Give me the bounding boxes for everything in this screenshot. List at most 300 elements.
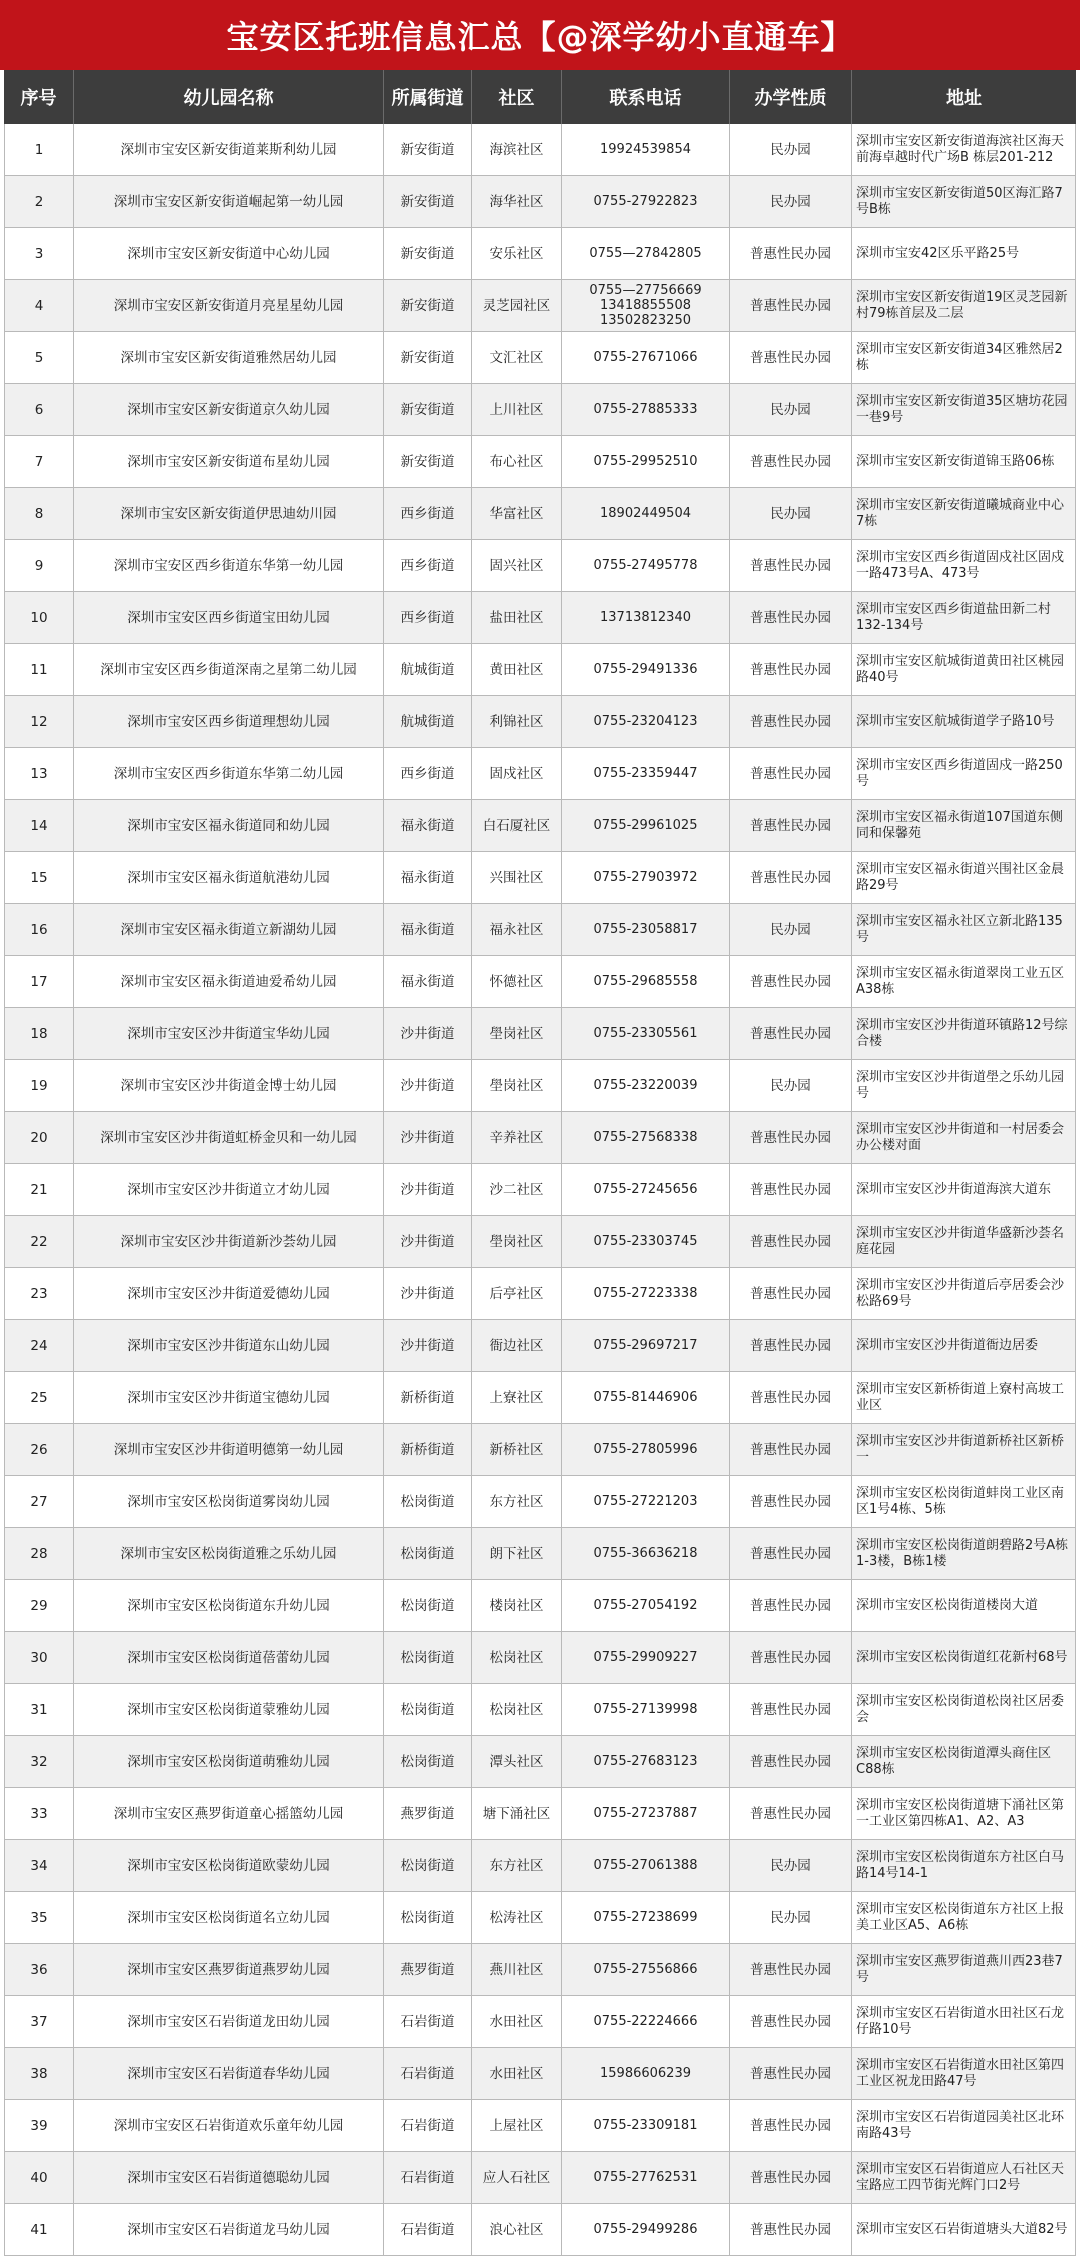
cell-address: 深圳市宝安区西乡街道固戍一路250号 [852, 748, 1076, 799]
cell-community: 后亭社区 [472, 1268, 562, 1319]
cell-phone: 0755-27556866 [562, 1944, 730, 1995]
cell-community: 福永社区 [472, 904, 562, 955]
cell-phone: 0755-29491336 [562, 644, 730, 695]
cell-index: 20 [4, 1112, 74, 1163]
cell-street: 福永街道 [384, 852, 472, 903]
cell-phone: 0755-81446906 [562, 1372, 730, 1423]
cell-community: 应人石社区 [472, 2152, 562, 2203]
cell-type: 普惠性民办园 [730, 332, 852, 383]
cell-index: 28 [4, 1528, 74, 1579]
cell-phone: 0755-27885333 [562, 384, 730, 435]
cell-address: 深圳市宝安区新安街道35区塘坊花园一巷9号 [852, 384, 1076, 435]
cell-index: 13 [4, 748, 74, 799]
cell-community: 上寮社区 [472, 1372, 562, 1423]
cell-street: 西乡街道 [384, 748, 472, 799]
cell-phone: 0755-27237887 [562, 1788, 730, 1839]
table-row [4, 280, 1076, 332]
column-header-phone: 联系电话 [562, 70, 730, 124]
cell-address: 深圳市宝安区福永街道107国道东侧同和保馨苑 [852, 800, 1076, 851]
cell-index: 8 [4, 488, 74, 539]
cell-street: 西乡街道 [384, 592, 472, 643]
cell-index: 23 [4, 1268, 74, 1319]
cell-index: 25 [4, 1372, 74, 1423]
cell-phone: 0755-27139998 [562, 1684, 730, 1735]
cell-index: 6 [4, 384, 74, 435]
cell-type: 民办园 [730, 904, 852, 955]
cell-phone: 0755-27245656 [562, 1164, 730, 1215]
cell-address: 深圳市宝安区松岗街道潭头商住区C88栋 [852, 1736, 1076, 1787]
cell-index: 15 [4, 852, 74, 903]
cell-community: 松涛社区 [472, 1892, 562, 1943]
cell-name: 深圳市宝安区西乡街道深南之星第二幼儿园 [74, 644, 384, 695]
cell-index: 14 [4, 800, 74, 851]
cell-type: 普惠性民办园 [730, 1528, 852, 1579]
table-row [4, 1320, 1076, 1372]
cell-address: 深圳市宝安区沙井街道海滨大道东 [852, 1164, 1076, 1215]
cell-type: 普惠性民办园 [730, 1372, 852, 1423]
table-row [4, 436, 1076, 488]
cell-type: 普惠性民办园 [730, 748, 852, 799]
cell-phone: 0755-27061388 [562, 1840, 730, 1891]
cell-address: 深圳市宝安区沙井街道衙边居委 [852, 1320, 1076, 1371]
cell-community: 华富社区 [472, 488, 562, 539]
cell-name: 深圳市宝安区石岩街道龙马幼儿园 [74, 2204, 384, 2255]
cell-phone: 0755-23204123 [562, 696, 730, 747]
table-row [4, 1372, 1076, 1424]
cell-phone: 0755-27223338 [562, 1268, 730, 1319]
cell-name: 深圳市宝安区福永街道航港幼儿园 [74, 852, 384, 903]
cell-phone: 0755-23309181 [562, 2100, 730, 2151]
cell-index: 12 [4, 696, 74, 747]
cell-community: 水田社区 [472, 1996, 562, 2047]
cell-index: 22 [4, 1216, 74, 1267]
cell-address: 深圳市宝安区沙井街道华盛新沙荟名庭花园 [852, 1216, 1076, 1267]
cell-street: 石岩街道 [384, 1996, 472, 2047]
cell-street: 新桥街道 [384, 1424, 472, 1475]
cell-phone: 0755-23303745 [562, 1216, 730, 1267]
table-row [4, 228, 1076, 280]
table-row [4, 2100, 1076, 2152]
table-row [4, 1008, 1076, 1060]
cell-address: 深圳市宝安区福永社区立新北路135号 [852, 904, 1076, 955]
cell-community: 松岗社区 [472, 1632, 562, 1683]
cell-phone: 0755-29499286 [562, 2204, 730, 2255]
cell-type: 普惠性民办园 [730, 1580, 852, 1631]
cell-community: 文汇社区 [472, 332, 562, 383]
cell-street: 松岗街道 [384, 1476, 472, 1527]
cell-phone: 0755-29952510 [562, 436, 730, 487]
cell-street: 新安街道 [384, 176, 472, 227]
cell-index: 37 [4, 1996, 74, 2047]
cell-index: 35 [4, 1892, 74, 1943]
cell-name: 深圳市宝安区松岗街道雅之乐幼儿园 [74, 1528, 384, 1579]
table-row [4, 1476, 1076, 1528]
cell-name: 深圳市宝安区沙井街道东山幼儿园 [74, 1320, 384, 1371]
table-row [4, 1164, 1076, 1216]
cell-community: 固兴社区 [472, 540, 562, 591]
cell-name: 深圳市宝安区松岗街道蓓蕾幼儿园 [74, 1632, 384, 1683]
cell-address: 深圳市宝安区松岗街道塘下涌社区第一工业区第四栋A1、A2、A3 [852, 1788, 1076, 1839]
cell-name: 深圳市宝安区西乡街道东华第二幼儿园 [74, 748, 384, 799]
cell-community: 沙二社区 [472, 1164, 562, 1215]
cell-type: 普惠性民办园 [730, 228, 852, 279]
cell-phone: 0755-27683123 [562, 1736, 730, 1787]
cell-street: 航城街道 [384, 644, 472, 695]
cell-type: 民办园 [730, 1840, 852, 1891]
cell-community: 东方社区 [472, 1840, 562, 1891]
cell-street: 新安街道 [384, 124, 472, 175]
table-row [4, 332, 1076, 384]
cell-community: 水田社区 [472, 2048, 562, 2099]
cell-community: 壆岗社区 [472, 1216, 562, 1267]
cell-community: 衙边社区 [472, 1320, 562, 1371]
cell-street: 新安街道 [384, 280, 472, 331]
cell-address: 深圳市宝安区沙井街道后亭居委会沙松路69号 [852, 1268, 1076, 1319]
cell-name: 深圳市宝安区燕罗街道童心摇篮幼儿园 [74, 1788, 384, 1839]
cell-type: 民办园 [730, 488, 852, 539]
cell-phone: 0755-27495778 [562, 540, 730, 591]
cell-name: 深圳市宝安区沙井街道立才幼儿园 [74, 1164, 384, 1215]
cell-phone: 0755-22224666 [562, 1996, 730, 2047]
cell-phone: 0755-29909227 [562, 1632, 730, 1683]
column-header-name: 幼儿园名称 [74, 70, 384, 124]
table-row [4, 1060, 1076, 1112]
cell-name: 深圳市宝安区新安街道布星幼儿园 [74, 436, 384, 487]
page-title: 宝安区托班信息汇总【@深学幼小直通车】 [0, 0, 1080, 70]
cell-street: 石岩街道 [384, 2152, 472, 2203]
cell-phone: 0755-27922823 [562, 176, 730, 227]
cell-street: 燕罗街道 [384, 1944, 472, 1995]
cell-address: 深圳市宝安区石岩街道应人石社区天宝路应工四节街光辉门口2号 [852, 2152, 1076, 2203]
cell-type: 普惠性民办园 [730, 800, 852, 851]
cell-phone: 0755-23220039 [562, 1060, 730, 1111]
cell-type: 普惠性民办园 [730, 1164, 852, 1215]
cell-type: 民办园 [730, 384, 852, 435]
cell-type: 普惠性民办园 [730, 1632, 852, 1683]
cell-index: 30 [4, 1632, 74, 1683]
cell-community: 固戍社区 [472, 748, 562, 799]
cell-address: 深圳市宝安区松岗街道朗碧路2号A栋1-3楼，B栋1楼 [852, 1528, 1076, 1579]
cell-phone: 0755-36636218 [562, 1528, 730, 1579]
cell-street: 西乡街道 [384, 488, 472, 539]
cell-address: 深圳市宝安区石岩街道水田社区第四工业区祝龙田路47号 [852, 2048, 1076, 2099]
cell-index: 3 [4, 228, 74, 279]
cell-street: 新桥街道 [384, 1372, 472, 1423]
cell-type: 普惠性民办园 [730, 1424, 852, 1475]
cell-street: 沙井街道 [384, 1008, 472, 1059]
cell-community: 楼岗社区 [472, 1580, 562, 1631]
table-row [4, 592, 1076, 644]
cell-type: 普惠性民办园 [730, 1320, 852, 1371]
table-row [4, 852, 1076, 904]
cell-name: 深圳市宝安区福永街道迪爱希幼儿园 [74, 956, 384, 1007]
cell-phone: 0755-27762531 [562, 2152, 730, 2203]
cell-address: 深圳市宝安区燕罗街道燕川西23巷7号 [852, 1944, 1076, 1995]
cell-type: 普惠性民办园 [730, 1476, 852, 1527]
cell-name: 深圳市宝安区福永街道立新湖幼儿园 [74, 904, 384, 955]
cell-index: 41 [4, 2204, 74, 2255]
cell-index: 36 [4, 1944, 74, 1995]
cell-name: 深圳市宝安区新安街道雅然居幼儿园 [74, 332, 384, 383]
cell-address: 深圳市宝安区松岗街道松岗社区居委会 [852, 1684, 1076, 1735]
cell-street: 松岗街道 [384, 1632, 472, 1683]
table-row [4, 1996, 1076, 2048]
cell-street: 沙井街道 [384, 1164, 472, 1215]
cell-name: 深圳市宝安区西乡街道东华第一幼儿园 [74, 540, 384, 591]
cell-type: 普惠性民办园 [730, 2204, 852, 2255]
cell-street: 沙井街道 [384, 1216, 472, 1267]
table-row [4, 1632, 1076, 1684]
cell-index: 4 [4, 280, 74, 331]
cell-phone: 0755-27054192 [562, 1580, 730, 1631]
table-header [4, 70, 1076, 124]
cell-community: 兴围社区 [472, 852, 562, 903]
cell-phone: 19924539854 [562, 124, 730, 175]
cell-name: 深圳市宝安区沙井街道宝华幼儿园 [74, 1008, 384, 1059]
cell-type: 普惠性民办园 [730, 436, 852, 487]
cell-index: 26 [4, 1424, 74, 1475]
cell-name: 深圳市宝安区沙井街道爱德幼儿园 [74, 1268, 384, 1319]
table-row [4, 644, 1076, 696]
column-header-type: 办学性质 [730, 70, 852, 124]
cell-name: 深圳市宝安区松岗街道蒙雅幼儿园 [74, 1684, 384, 1735]
table-row [4, 1944, 1076, 1996]
table-row [4, 1892, 1076, 1944]
cell-name: 深圳市宝安区石岩街道欢乐童年幼儿园 [74, 2100, 384, 2151]
cell-address: 深圳市宝安区福永街道兴围社区金晨路29号 [852, 852, 1076, 903]
cell-address: 深圳市宝安区新安街道34区雅然居2栋 [852, 332, 1076, 383]
cell-street: 石岩街道 [384, 2204, 472, 2255]
table-body [4, 124, 1076, 2256]
cell-address: 深圳市宝安区石岩街道园美社区北环南路43号 [852, 2100, 1076, 2151]
cell-address: 深圳市宝安区新安街道海滨社区海天前海卓越时代广场B 栋层201-212 [852, 124, 1076, 175]
cell-street: 松岗街道 [384, 1736, 472, 1787]
cell-name: 深圳市宝安区沙井街道新沙荟幼儿园 [74, 1216, 384, 1267]
table-row [4, 2204, 1076, 2256]
cell-address: 深圳市宝安区航城街道学子路10号 [852, 696, 1076, 747]
table-row [4, 1424, 1076, 1476]
cell-type: 普惠性民办园 [730, 1216, 852, 1267]
cell-address: 深圳市宝安区新安街道19区灵芝园新村79栋首层及二层 [852, 280, 1076, 331]
table-row [4, 488, 1076, 540]
cell-community: 松岗社区 [472, 1684, 562, 1735]
cell-address: 深圳市宝安区沙井街道壆之乐幼儿园号 [852, 1060, 1076, 1111]
cell-index: 1 [4, 124, 74, 175]
table-row [4, 696, 1076, 748]
cell-phone: 0755-29685558 [562, 956, 730, 1007]
cell-type: 普惠性民办园 [730, 696, 852, 747]
cell-street: 沙井街道 [384, 1268, 472, 1319]
cell-name: 深圳市宝安区西乡街道宝田幼儿园 [74, 592, 384, 643]
cell-phone: 0755-27903972 [562, 852, 730, 903]
cell-community: 壆岗社区 [472, 1008, 562, 1059]
table-row [4, 800, 1076, 852]
cell-community: 白石厦社区 [472, 800, 562, 851]
table-row [4, 124, 1076, 176]
cell-street: 西乡街道 [384, 540, 472, 591]
cell-address: 深圳市宝安区松岗街道红花新村68号 [852, 1632, 1076, 1683]
cell-community: 黄田社区 [472, 644, 562, 695]
cell-type: 普惠性民办园 [730, 1112, 852, 1163]
cell-community: 东方社区 [472, 1476, 562, 1527]
cell-street: 沙井街道 [384, 1112, 472, 1163]
cell-index: 40 [4, 2152, 74, 2203]
cell-street: 沙井街道 [384, 1320, 472, 1371]
table-row [4, 904, 1076, 956]
cell-street: 新安街道 [384, 228, 472, 279]
cell-street: 福永街道 [384, 904, 472, 955]
cell-phone: 13713812340 [562, 592, 730, 643]
cell-community: 辛养社区 [472, 1112, 562, 1163]
cell-type: 普惠性民办园 [730, 1008, 852, 1059]
cell-phone: 0755-29961025 [562, 800, 730, 851]
cell-street: 福永街道 [384, 800, 472, 851]
column-header-street: 所属街道 [384, 70, 472, 124]
cell-index: 33 [4, 1788, 74, 1839]
cell-street: 松岗街道 [384, 1528, 472, 1579]
cell-street: 石岩街道 [384, 2048, 472, 2099]
cell-type: 民办园 [730, 1060, 852, 1111]
cell-type: 普惠性民办园 [730, 540, 852, 591]
cell-name: 深圳市宝安区新安街道伊思迪幼川园 [74, 488, 384, 539]
cell-community: 朗下社区 [472, 1528, 562, 1579]
table-row [4, 956, 1076, 1008]
cell-community: 燕川社区 [472, 1944, 562, 1995]
cell-index: 9 [4, 540, 74, 591]
cell-name: 深圳市宝安区沙井街道虹桥金贝和一幼儿园 [74, 1112, 384, 1163]
table-row [4, 748, 1076, 800]
cell-name: 深圳市宝安区新安街道莱斯利幼儿园 [74, 124, 384, 175]
cell-index: 10 [4, 592, 74, 643]
cell-index: 18 [4, 1008, 74, 1059]
cell-name: 深圳市宝安区新安街道中心幼儿园 [74, 228, 384, 279]
cell-address: 深圳市宝安区西乡街道盐田新二村132-134号 [852, 592, 1076, 643]
cell-type: 民办园 [730, 176, 852, 227]
cell-index: 29 [4, 1580, 74, 1631]
cell-community: 塘下涌社区 [472, 1788, 562, 1839]
cell-type: 普惠性民办园 [730, 280, 852, 331]
table-row [4, 384, 1076, 436]
cell-index: 39 [4, 2100, 74, 2151]
cell-phone: 0755-27238699 [562, 1892, 730, 1943]
cell-address: 深圳市宝安区松岗街道东方社区上报美工业区A5、A6栋 [852, 1892, 1076, 1943]
cell-type: 普惠性民办园 [730, 1684, 852, 1735]
column-header-community: 社区 [472, 70, 562, 124]
table-row [4, 2048, 1076, 2100]
cell-community: 利锦社区 [472, 696, 562, 747]
cell-community: 潭头社区 [472, 1736, 562, 1787]
cell-street: 松岗街道 [384, 1684, 472, 1735]
cell-type: 普惠性民办园 [730, 1996, 852, 2047]
cell-address: 深圳市宝安区石岩街道塘头大道82号 [852, 2204, 1076, 2255]
cell-type: 普惠性民办园 [730, 2048, 852, 2099]
cell-community: 上川社区 [472, 384, 562, 435]
cell-type: 普惠性民办园 [730, 1736, 852, 1787]
cell-name: 深圳市宝安区沙井街道金博士幼儿园 [74, 1060, 384, 1111]
cell-index: 5 [4, 332, 74, 383]
cell-name: 深圳市宝安区新安街道京久幼儿园 [74, 384, 384, 435]
cell-type: 普惠性民办园 [730, 2152, 852, 2203]
table-row [4, 1788, 1076, 1840]
cell-community: 怀德社区 [472, 956, 562, 1007]
cell-phone: 0755-27671066 [562, 332, 730, 383]
cell-street: 燕罗街道 [384, 1788, 472, 1839]
cell-phone: 0755—27842805 [562, 228, 730, 279]
cell-address: 深圳市宝安区松岗街道蚌岗工业区南区1号4栋、5栋 [852, 1476, 1076, 1527]
cell-address: 深圳市宝安区福永街道翠岗工业五区A38栋 [852, 956, 1076, 1007]
cell-name: 深圳市宝安区松岗街道名立幼儿园 [74, 1892, 384, 1943]
cell-street: 福永街道 [384, 956, 472, 1007]
cell-phone: 0755—27756669 13418855508 13502823250 [562, 280, 730, 331]
cell-address: 深圳市宝安区新安街道曦城商业中心7栋 [852, 488, 1076, 539]
cell-index: 21 [4, 1164, 74, 1215]
cell-street: 松岗街道 [384, 1840, 472, 1891]
cell-street: 新安街道 [384, 332, 472, 383]
cell-name: 深圳市宝安区新安街道崛起第一幼儿园 [74, 176, 384, 227]
table-row [4, 2152, 1076, 2204]
cell-index: 7 [4, 436, 74, 487]
cell-name: 深圳市宝安区沙井街道明德第一幼儿园 [74, 1424, 384, 1475]
table-row [4, 1528, 1076, 1580]
cell-phone: 0755-23359447 [562, 748, 730, 799]
cell-index: 24 [4, 1320, 74, 1371]
cell-name: 深圳市宝安区沙井街道宝德幼儿园 [74, 1372, 384, 1423]
cell-street: 石岩街道 [384, 2100, 472, 2151]
cell-name: 深圳市宝安区西乡街道理想幼儿园 [74, 696, 384, 747]
cell-index: 2 [4, 176, 74, 227]
cell-phone: 18902449504 [562, 488, 730, 539]
table-row [4, 1216, 1076, 1268]
cell-name: 深圳市宝安区石岩街道春华幼儿园 [74, 2048, 384, 2099]
cell-community: 新桥社区 [472, 1424, 562, 1475]
cell-street: 新安街道 [384, 384, 472, 435]
cell-type: 普惠性民办园 [730, 956, 852, 1007]
cell-street: 航城街道 [384, 696, 472, 747]
cell-community: 浪心社区 [472, 2204, 562, 2255]
cell-street: 沙井街道 [384, 1060, 472, 1111]
cell-type: 普惠性民办园 [730, 2100, 852, 2151]
cell-community: 灵芝园社区 [472, 280, 562, 331]
cell-community: 盐田社区 [472, 592, 562, 643]
cell-type: 普惠性民办园 [730, 592, 852, 643]
table-row [4, 1580, 1076, 1632]
cell-name: 深圳市宝安区石岩街道龙田幼儿园 [74, 1996, 384, 2047]
cell-address: 深圳市宝安区沙井街道新桥社区新桥一 [852, 1424, 1076, 1475]
cell-index: 16 [4, 904, 74, 955]
cell-community: 壆岗社区 [472, 1060, 562, 1111]
cell-index: 34 [4, 1840, 74, 1891]
cell-index: 38 [4, 2048, 74, 2099]
cell-name: 深圳市宝安区松岗街道欧蒙幼儿园 [74, 1840, 384, 1891]
cell-name: 深圳市宝安区松岗街道萌雅幼儿园 [74, 1736, 384, 1787]
cell-name: 深圳市宝安区燕罗街道燕罗幼儿园 [74, 1944, 384, 1995]
cell-type: 民办园 [730, 124, 852, 175]
cell-street: 松岗街道 [384, 1580, 472, 1631]
cell-type: 普惠性民办园 [730, 1944, 852, 1995]
cell-index: 27 [4, 1476, 74, 1527]
cell-type: 普惠性民办园 [730, 1788, 852, 1839]
cell-phone: 0755-27568338 [562, 1112, 730, 1163]
cell-phone: 0755-23058817 [562, 904, 730, 955]
cell-phone: 0755-27221203 [562, 1476, 730, 1527]
cell-type: 普惠性民办园 [730, 644, 852, 695]
cell-type: 民办园 [730, 1892, 852, 1943]
table-row [4, 1684, 1076, 1736]
cell-community: 海华社区 [472, 176, 562, 227]
cell-community: 上屋社区 [472, 2100, 562, 2151]
table-row [4, 1736, 1076, 1788]
table-row [4, 176, 1076, 228]
